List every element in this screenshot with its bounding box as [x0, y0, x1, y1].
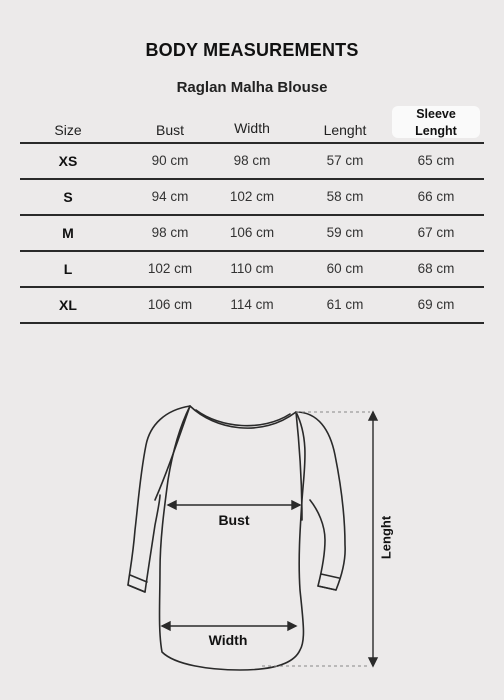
- length-arrow-top: [369, 412, 377, 420]
- length-arrow-bottom: [369, 658, 377, 666]
- header-width: Width: [234, 120, 270, 136]
- cell-bust: 90 cm: [151, 153, 189, 168]
- bust-arrow-left: [168, 501, 176, 509]
- blouse-outline: [160, 406, 306, 670]
- page-title: BODY MEASUREMENTS: [145, 40, 359, 60]
- cell-width: 114 cm: [230, 297, 274, 312]
- table-row: [20, 180, 484, 216]
- bust-arrow-right: [292, 501, 300, 509]
- cell-sleeve: 66 cm: [417, 189, 455, 204]
- bust-label: Bust: [218, 512, 250, 528]
- cell-size: XS: [58, 153, 78, 169]
- size-table: [20, 104, 484, 324]
- length-label: Lenght: [378, 515, 394, 560]
- right-cuff: [318, 574, 339, 590]
- table-row: [20, 216, 484, 252]
- table-row: [20, 288, 484, 324]
- cell-length: 57 cm: [326, 153, 364, 168]
- cell-sleeve: 65 cm: [417, 153, 455, 168]
- cell-length: 59 cm: [326, 225, 364, 240]
- width-arrow-left: [162, 622, 170, 630]
- cell-width: 106 cm: [229, 225, 275, 240]
- cell-length: 61 cm: [326, 297, 364, 312]
- header-bust: Bust: [155, 122, 184, 138]
- cell-sleeve: 69 cm: [417, 297, 455, 312]
- header-sleeve-length: [392, 106, 480, 140]
- cell-sleeve: 68 cm: [417, 261, 455, 276]
- cell-length: 58 cm: [326, 189, 364, 204]
- table-header: [20, 104, 484, 144]
- product-name: Raglan Malha Blouse: [176, 79, 328, 96]
- cell-size: S: [63, 189, 73, 205]
- width-label: Width: [208, 632, 248, 648]
- cell-size: XL: [59, 297, 77, 313]
- left-cuff: [128, 575, 147, 592]
- table-row: [20, 252, 484, 288]
- cell-sleeve: 67 cm: [417, 225, 455, 240]
- header-length: Lenght: [323, 122, 367, 138]
- cell-size: L: [63, 261, 73, 277]
- cell-bust: 106 cm: [147, 297, 193, 312]
- cell-width: 98 cm: [233, 153, 271, 168]
- cell-length: 60 cm: [326, 261, 364, 276]
- cell-size: M: [62, 225, 74, 241]
- cell-bust: 102 cm: [147, 261, 193, 276]
- width-arrow-right: [288, 622, 296, 630]
- header-sleeve-line1: Sleeve: [416, 107, 456, 121]
- header-sleeve-line2: Lenght: [415, 124, 457, 138]
- header-size: Size: [54, 122, 82, 138]
- cell-width: 102 cm: [229, 189, 275, 204]
- cell-width: 110 cm: [230, 261, 274, 276]
- cell-bust: 94 cm: [151, 189, 189, 204]
- cell-bust: 98 cm: [151, 225, 189, 240]
- table-row: [20, 144, 484, 180]
